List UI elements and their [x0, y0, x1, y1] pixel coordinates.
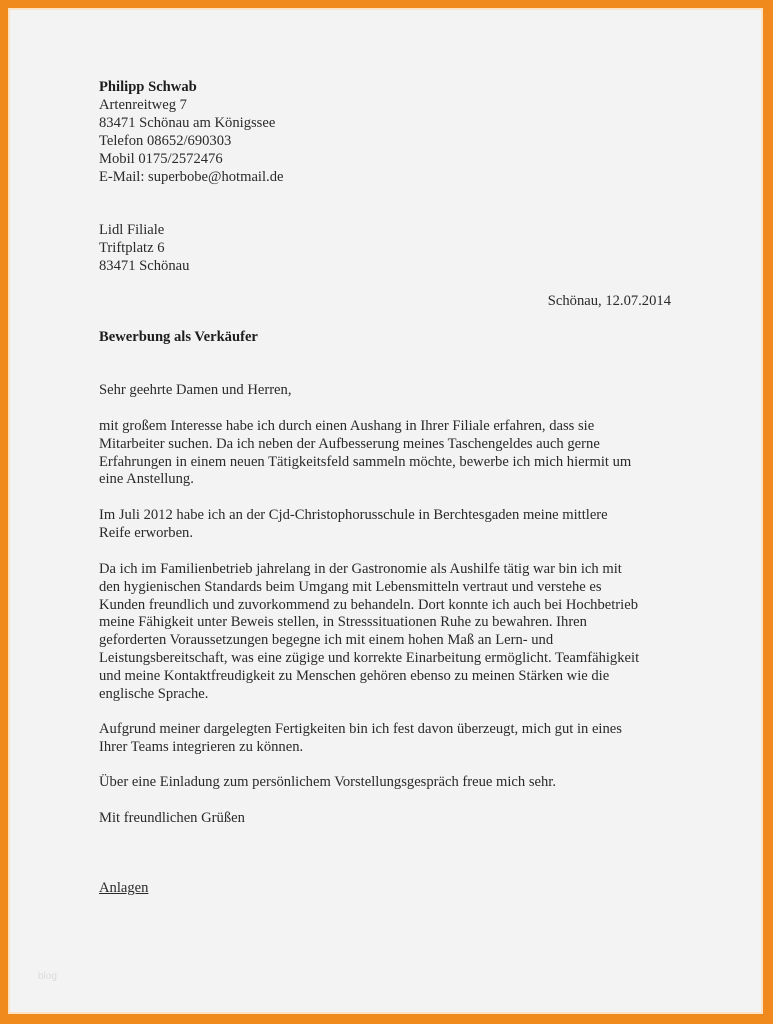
paragraph-line: den hygienischen Standards beim Umgang mit Lebensmitteln vertraut und verstehe es — [99, 578, 602, 595]
sender-name: Philipp Schwab — [99, 79, 197, 95]
recipient-city: 83471 Schönau — [99, 258, 190, 274]
paragraph-2 — [99, 507, 608, 543]
letter-page — [8, 8, 763, 1014]
sender-mobile: Mobil 0175/2572476 — [99, 151, 223, 167]
subject-line: Bewerbung als Verkäufer — [99, 329, 258, 345]
paragraph-line: geforderten Voraussetzungen begegne ich mit einem hohen Maß an Lern- und — [99, 632, 554, 649]
paragraph-line: Mitarbeiter suchen. Da ich neben der Aufbesserung meines Taschengeldes auch gerne — [99, 435, 600, 452]
paragraph-line: mit großem Interesse habe ich durch einen Aushang in Ihrer Filiale erfahren, dass sie — [99, 418, 595, 434]
paragraph-line: englische Sprache. — [99, 685, 209, 702]
paragraph-line: Im Juli 2012 habe ich an der Cjd-Christophorusschule in Berchtesgaden meine mittlere — [99, 507, 608, 523]
sender-phone: Telefon 08652/690303 — [99, 133, 232, 149]
attachments-label: Anlagen — [99, 880, 149, 896]
paragraph-line: Da ich im Familienbetrieb jahrelang in der Gastronomie als Aushilfe tätig war bin ich mit — [99, 561, 622, 577]
paragraph-line: Erfahrungen in einem neuen Tätigkeitsfeld sammeln möchte, bewerbe ich mich hiermit um — [99, 453, 632, 470]
recipient-name: Lidl Filiale — [99, 222, 165, 238]
sender-city: 83471 Schönau am Königssee — [99, 115, 276, 131]
paragraph-line: Ihrer Teams integrieren zu können. — [99, 738, 304, 755]
paragraph-line: Über eine Einladung zum persönlichem Vorstellungsgespräch freue mich sehr. — [99, 774, 557, 790]
sender-street: Artenreitweg 7 — [99, 97, 187, 113]
paragraph-5 — [99, 774, 556, 792]
watermark: blog — [38, 971, 57, 982]
paragraph-4 — [99, 721, 622, 757]
paragraph-3 — [99, 561, 639, 703]
paragraph-line: Leistungsbereitschaft, was eine zügige und korrekte Einarbeitung ermöglicht. Teamfähigkeit — [99, 649, 640, 666]
closing: Mit freundlichen Grüßen — [99, 810, 245, 826]
paragraph-line: und meine Kontaktfreudigkeit zu Menschen gehören ebenso zu meinen Stärken wie die — [99, 667, 610, 684]
paragraph-line: Kunden freundlich und zuvorkommend zu behandeln. Dort konnte ich auch bei Hochbetrieb — [99, 596, 638, 613]
paragraph-line: Aufgrund meiner dargelegten Fertigkeiten bin ich fest davon überzeugt, mich gut in eines — [99, 721, 622, 737]
paragraph-line: eine Anstellung. — [99, 471, 194, 488]
paragraph-line: meine Fähigkeit unter Beweis stellen, in Stresssituationen Ruhe zu bewahren. Ihren — [99, 614, 587, 631]
recipient-street: Triftplatz 6 — [99, 240, 165, 256]
paragraph-1 — [99, 418, 631, 489]
paragraph-line: Reife erworben. — [99, 524, 194, 541]
salutation: Sehr geehrte Damen und Herren, — [99, 382, 292, 398]
sender-email: E-Mail: superbobe@hotmail.de — [99, 169, 284, 185]
place-date: Schönau, 12.07.2014 — [547, 293, 671, 309]
